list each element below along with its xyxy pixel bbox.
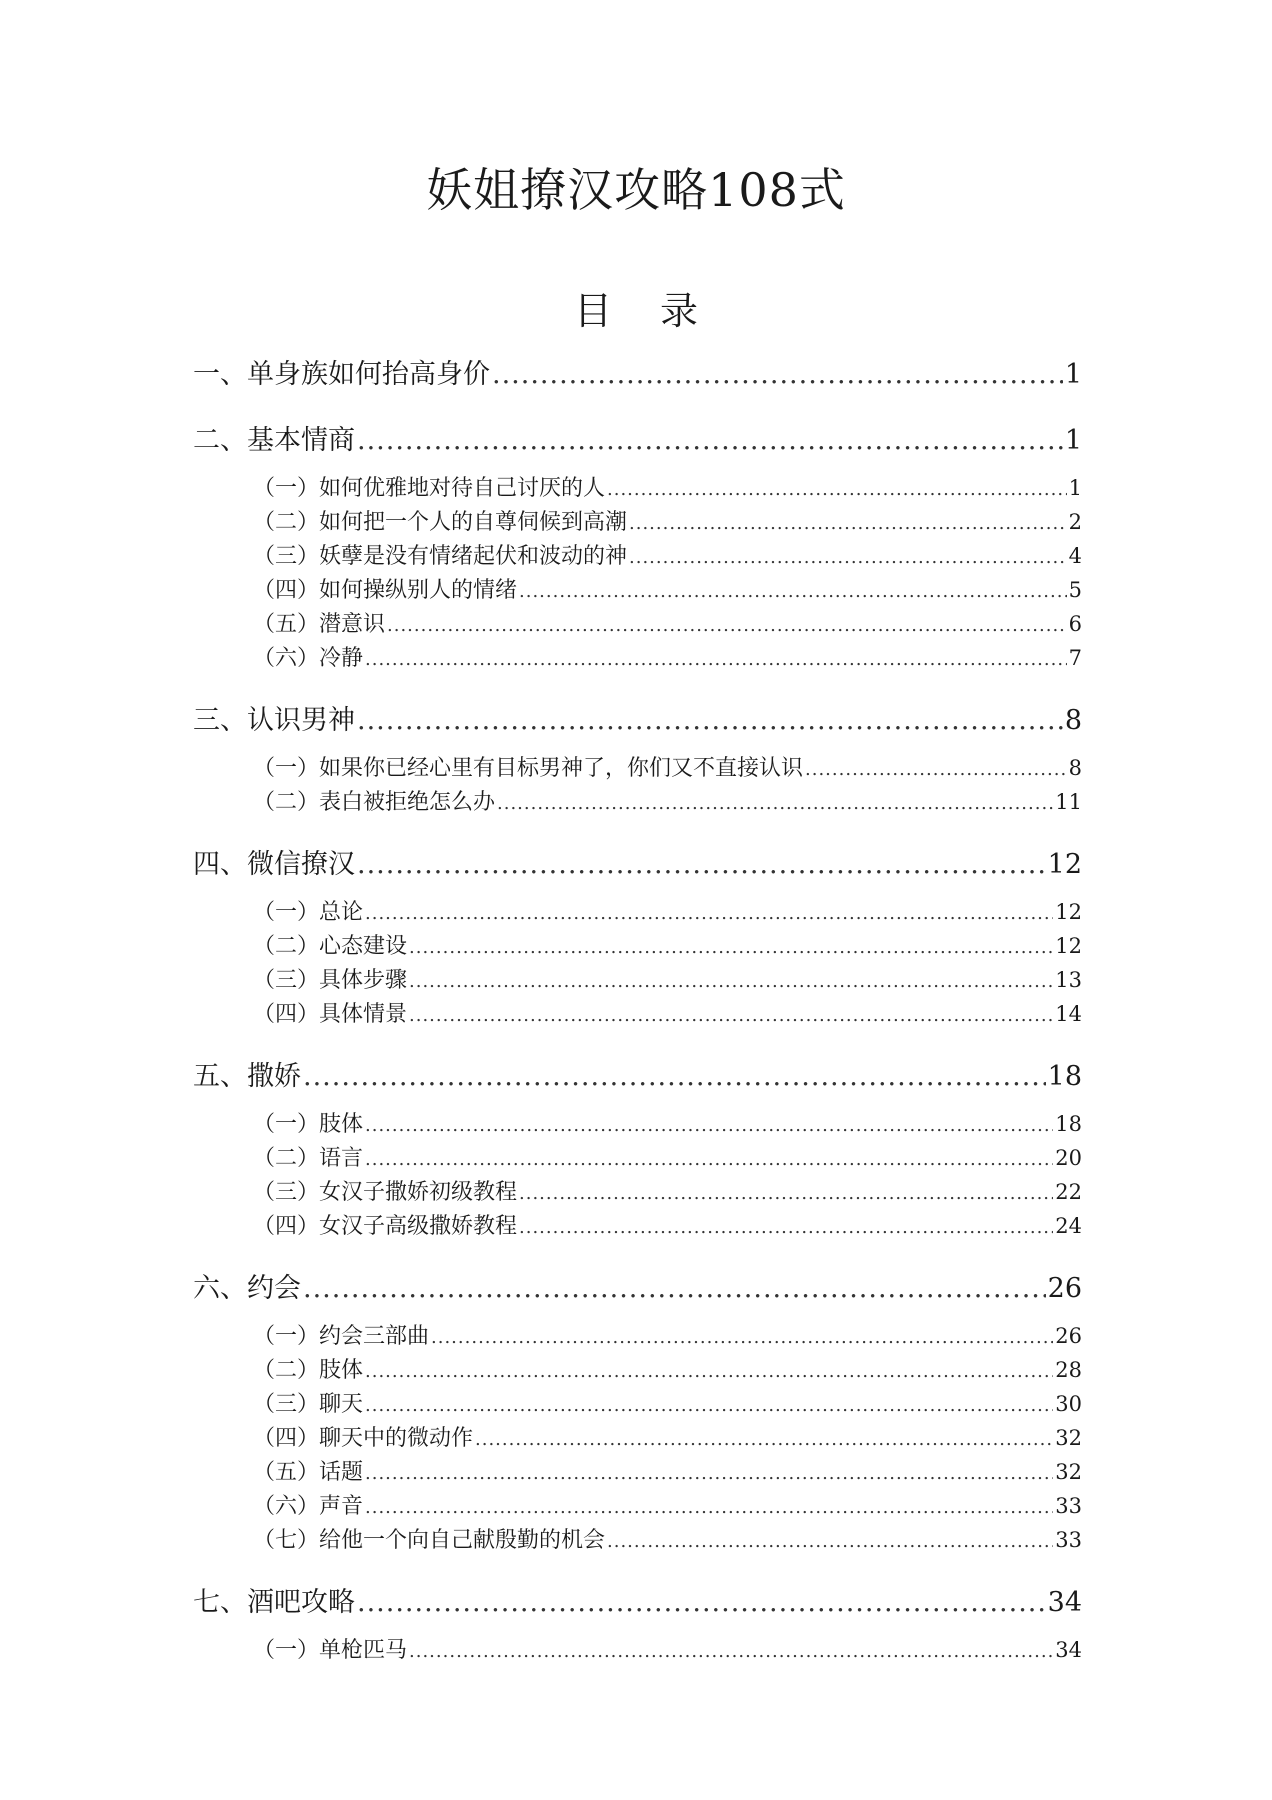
toc-section-entry[interactable]: [193, 471, 1082, 505]
toc-section-entry[interactable]: [193, 1175, 1082, 1209]
toc-entry-label: （二）语言: [253, 1146, 364, 1171]
toc-page-number: 26: [1055, 1324, 1082, 1348]
toc-dot-leader: [365, 643, 1067, 677]
toc-entry-label: （六）声音: [253, 1494, 364, 1519]
toc-dot-leader: [409, 931, 1053, 965]
toc-page-number: 33: [1055, 1494, 1082, 1518]
toc-entry-label: （三）女汉子撒娇初级教程: [253, 1180, 518, 1205]
toc-page-number: 20: [1055, 1146, 1082, 1170]
toc-page-number: 8: [1064, 705, 1082, 736]
toc-dot-leader: [409, 965, 1053, 999]
toc-dot-leader: [409, 999, 1053, 1033]
toc-dot-leader: [431, 1321, 1053, 1355]
toc-entry-label: 三、认识男神: [193, 705, 355, 736]
toc-entry-label: （七）给他一个向自己献殷勤的机会: [253, 1528, 606, 1553]
toc-section-entry[interactable]: [193, 895, 1082, 929]
toc-chapter-entry[interactable]: [193, 355, 1082, 395]
toc-dot-leader: [303, 1057, 1046, 1097]
toc-dot-leader: [357, 845, 1046, 885]
toc-page-number: 7: [1068, 646, 1082, 670]
toc-dot-leader: [519, 575, 1067, 609]
toc-entry-label: （一）如何优雅地对待自己讨厌的人: [253, 476, 606, 501]
toc-section-entry[interactable]: [193, 1141, 1082, 1175]
toc-dot-leader: [492, 355, 1063, 395]
toc-entry-label: 四、微信撩汉: [193, 849, 355, 880]
toc-page-number: 18: [1055, 1112, 1082, 1136]
toc-section-entry[interactable]: [193, 1489, 1082, 1523]
toc-entry-label: （一）总论: [253, 900, 364, 925]
toc-entry-label: （五）潜意识: [253, 612, 386, 637]
toc-dot-leader: [607, 473, 1067, 507]
toc-dot-leader: [357, 421, 1063, 461]
toc-chapter-entry[interactable]: [193, 1583, 1082, 1623]
toc-section-entry[interactable]: [193, 607, 1082, 641]
toc-dot-leader: [805, 753, 1067, 787]
toc-page-number: 26: [1047, 1273, 1082, 1304]
toc-page-number: 32: [1055, 1460, 1082, 1484]
toc-entry-label: （二）心态建设: [253, 934, 408, 959]
toc-section-entry[interactable]: [193, 1421, 1082, 1455]
toc-section-entry[interactable]: [193, 1455, 1082, 1489]
toc-entry-label: （一）约会三部曲: [253, 1324, 430, 1349]
toc-section-entry[interactable]: [193, 785, 1082, 819]
toc-dot-leader: [303, 1269, 1046, 1309]
toc-heading: 目 录: [573, 289, 717, 333]
toc-entry-label: （三）妖孽是没有情绪起伏和波动的神: [253, 544, 628, 569]
toc-entry-label: （四）女汉子高级撒娇教程: [253, 1214, 518, 1239]
toc-section-entry[interactable]: [193, 1319, 1082, 1353]
toc-entry-label: （四）聊天中的微动作: [253, 1426, 474, 1451]
toc-page-number: 34: [1047, 1587, 1082, 1618]
toc-entry-label: （一）肢体: [253, 1112, 364, 1137]
toc-section-entry[interactable]: [193, 1633, 1082, 1667]
toc-section-entry[interactable]: [193, 1353, 1082, 1387]
toc-entry-label: （一）如果你已经心里有目标男神了，你们又不直接认识: [253, 756, 804, 781]
toc-page-number: 1: [1064, 359, 1082, 390]
toc-entry-label: （四）具体情景: [253, 1002, 408, 1027]
toc-page-number: 1: [1064, 425, 1082, 456]
toc-entry-label: （三）聊天: [253, 1392, 364, 1417]
toc-entry-label: 五、撒娇: [193, 1061, 301, 1092]
toc-page-number: 30: [1055, 1392, 1082, 1416]
toc-dot-leader: [519, 1211, 1053, 1245]
toc-entry-label: 七、酒吧攻略: [193, 1587, 355, 1618]
toc-dot-leader: [365, 1491, 1053, 1525]
toc-page-number: 14: [1055, 1002, 1082, 1026]
toc-dot-leader: [409, 1635, 1053, 1669]
toc-page-number: 32: [1055, 1426, 1082, 1450]
toc-chapter-entry[interactable]: [193, 421, 1082, 461]
toc-page-number: 18: [1047, 1061, 1082, 1092]
toc-dot-leader: [519, 1177, 1053, 1211]
toc-page-number: 2: [1068, 510, 1082, 534]
toc-page-number: 13: [1055, 968, 1082, 992]
toc-section-entry[interactable]: [193, 1387, 1082, 1421]
toc-page-number: 12: [1055, 900, 1082, 924]
toc-dot-leader: [387, 609, 1067, 643]
toc-page-number: 8: [1068, 756, 1082, 780]
toc-entry-label: （一）单枪匹马: [253, 1638, 408, 1663]
toc-page-number: 12: [1055, 934, 1082, 958]
toc-dot-leader: [607, 1525, 1053, 1559]
toc-page-number: 33: [1055, 1528, 1082, 1552]
toc-section-entry[interactable]: [193, 641, 1082, 675]
toc-entry-label: （二）肢体: [253, 1358, 364, 1383]
toc-dot-leader: [365, 1143, 1053, 1177]
toc-entry-label: 一、单身族如何抬高身价: [193, 359, 490, 390]
toc-page-number: 5: [1068, 578, 1082, 602]
toc-section-entry[interactable]: [193, 1209, 1082, 1243]
toc-dot-leader: [357, 1583, 1046, 1623]
toc-page-number: 11: [1055, 790, 1082, 814]
toc-dot-leader: [365, 1389, 1053, 1423]
toc-page-number: 22: [1055, 1180, 1082, 1204]
toc-entry-label: （五）话题: [253, 1460, 364, 1485]
toc-page-number: 34: [1055, 1638, 1082, 1662]
toc-section-entry[interactable]: [193, 505, 1082, 539]
toc-dot-leader: [497, 787, 1053, 821]
toc-entry-label: （二）如何把一个人的自尊伺候到高潮: [253, 510, 628, 535]
toc-dot-leader: [357, 701, 1063, 741]
toc-entry-label: （四）如何操纵别人的情绪: [253, 578, 518, 603]
toc-dot-leader: [475, 1423, 1053, 1457]
document-title: 妖姐撩汉攻略108式: [426, 163, 846, 217]
toc-page-number: 12: [1047, 849, 1082, 880]
toc-chapter-entry[interactable]: [193, 845, 1082, 885]
toc-dot-leader: [365, 897, 1053, 931]
toc-chapter-entry[interactable]: [193, 701, 1082, 741]
toc-dot-leader: [365, 1457, 1053, 1491]
toc-entry-label: 六、约会: [193, 1273, 301, 1304]
toc-page-number: 1: [1068, 476, 1082, 500]
toc-dot-leader: [365, 1355, 1053, 1389]
toc-entry-label: 二、基本情商: [193, 425, 355, 456]
toc-section-entry[interactable]: [193, 1523, 1082, 1557]
toc-entry-label: （三）具体步骤: [253, 968, 408, 993]
toc-section-entry[interactable]: [193, 929, 1082, 963]
toc-chapter-entry[interactable]: [193, 1057, 1082, 1097]
toc-section-entry[interactable]: [193, 1107, 1082, 1141]
toc-section-entry[interactable]: [193, 751, 1082, 785]
toc-section-entry[interactable]: [193, 573, 1082, 607]
toc-entry-label: （六）冷静: [253, 646, 364, 671]
toc-page-number: 4: [1068, 544, 1082, 568]
table-of-contents: [193, 355, 1082, 1667]
toc-page-number: 28: [1055, 1358, 1082, 1382]
toc-section-entry[interactable]: [193, 997, 1082, 1031]
toc-section-entry[interactable]: [193, 963, 1082, 997]
toc-dot-leader: [365, 1109, 1053, 1143]
toc-dot-leader: [629, 541, 1067, 575]
toc-page-number: 24: [1055, 1214, 1082, 1238]
toc-entry-label: （二）表白被拒绝怎么办: [253, 790, 496, 815]
toc-chapter-entry[interactable]: [193, 1269, 1082, 1309]
toc-page-number: 6: [1068, 612, 1082, 636]
toc-dot-leader: [629, 507, 1067, 541]
toc-section-entry[interactable]: [193, 539, 1082, 573]
